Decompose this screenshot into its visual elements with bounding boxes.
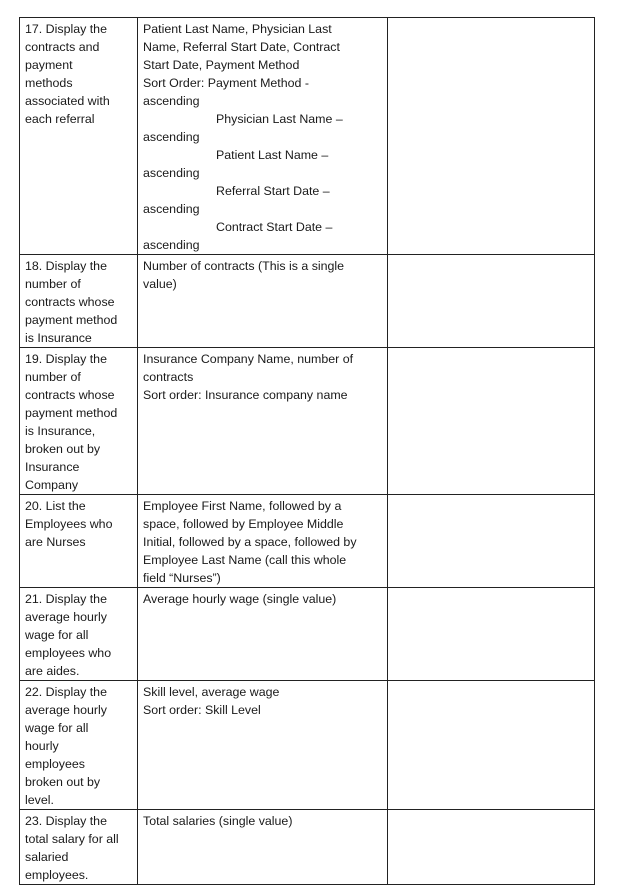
table-row (20, 810, 595, 885)
fields-text-line: Insurance Company Name, number of (143, 352, 354, 366)
answer-cell (388, 255, 595, 348)
table-row (20, 348, 595, 495)
task-text-line: 17. Display the (25, 22, 107, 36)
table-row (20, 495, 595, 588)
fields-text-line: Physician Last Name – (216, 112, 343, 126)
fields-cell (138, 348, 388, 495)
fields-text-line: Contract Start Date – (216, 220, 333, 234)
answer-cell (388, 681, 595, 810)
fields-text-line: Number of contracts (This is a single (143, 259, 345, 273)
task-text-line: number of (25, 370, 81, 384)
table-row (20, 588, 595, 681)
task-text-line: average hourly (25, 610, 107, 624)
task-text-line: wage for all (25, 721, 89, 735)
task-text-line: employees. (25, 868, 89, 882)
task-text-line: are Nurses (25, 535, 86, 549)
answer-cell (388, 18, 595, 255)
fields-text-line: Skill level, average wage (143, 685, 280, 699)
task-text-line: payment method (25, 406, 118, 420)
fields-cell (138, 255, 388, 348)
task-text-line: each referral (25, 112, 95, 126)
fields-text-line: Start Date, Payment Method (143, 58, 300, 72)
task-cell (20, 495, 138, 588)
task-cell (20, 588, 138, 681)
task-text-line: 19. Display the (25, 352, 107, 366)
fields-text-line: Employee Last Name (call this whole (143, 553, 347, 567)
task-text-line: wage for all (25, 628, 89, 642)
task-text-line: payment method (25, 313, 118, 327)
task-cell (20, 810, 138, 885)
task-text-line: methods (25, 76, 73, 90)
fields-cell (138, 495, 388, 588)
table-row (20, 255, 595, 348)
task-text-line: 21. Display the (25, 592, 107, 606)
task-text-line: contracts and (25, 40, 100, 54)
fields-text-line: value) (143, 277, 177, 291)
fields-cell (138, 588, 388, 681)
answer-cell (388, 348, 595, 495)
task-text-line: contracts whose (25, 388, 115, 402)
task-text-line: broken out by (25, 442, 101, 456)
task-text-line: 18. Display the (25, 259, 107, 273)
task-text-line: 23. Display the (25, 814, 107, 828)
fields-text-line: Sort Order: Payment Method - (143, 76, 309, 90)
task-text-line: 22. Display the (25, 685, 107, 699)
fields-text-line: Patient Last Name – (216, 148, 329, 162)
task-text-line: Employees who (25, 517, 113, 531)
task-text-line: contracts whose (25, 295, 115, 309)
answer-cell (388, 588, 595, 681)
task-text-line: is Insurance, (25, 424, 96, 438)
fields-text-line: field “Nurses”) (143, 571, 221, 585)
task-cell (20, 18, 138, 255)
requirements-table (19, 17, 595, 885)
fields-text-line: Name, Referral Start Date, Contract (143, 40, 340, 54)
task-text-line: employees who (25, 646, 112, 660)
task-text-line: salaried (25, 850, 69, 864)
task-text-line: hourly (25, 739, 59, 753)
task-text-line: employees (25, 757, 85, 771)
task-cell (20, 681, 138, 810)
fields-text-line: ascending (143, 238, 200, 252)
table-row (20, 18, 595, 255)
task-text-line: number of (25, 277, 81, 291)
fields-text-line: Referral Start Date – (216, 184, 330, 198)
task-text-line: Insurance (25, 460, 80, 474)
fields-text-line: Employee First Name, followed by a (143, 499, 342, 513)
task-cell (20, 255, 138, 348)
fields-text-line: ascending (143, 94, 200, 108)
task-text-line: total salary for all (25, 832, 119, 846)
fields-text-line: Sort order: Insurance company name (143, 388, 348, 402)
fields-text-line: ascending (143, 130, 200, 144)
fields-text-line: Sort order: Skill Level (143, 703, 261, 717)
fields-text-line: Initial, followed by a space, followed by (143, 535, 357, 549)
task-text-line: level. (25, 793, 54, 807)
answer-cell (388, 495, 595, 588)
answer-cell (388, 810, 595, 885)
fields-text-line: ascending (143, 202, 200, 216)
task-cell (20, 348, 138, 495)
fields-text-line: contracts (143, 370, 194, 384)
task-text-line: is Insurance (25, 331, 92, 345)
table-body (20, 18, 595, 885)
task-text-line: associated with (25, 94, 110, 108)
fields-cell (138, 18, 388, 255)
task-text-line: Company (25, 478, 79, 492)
fields-cell (138, 681, 388, 810)
fields-text-line: Total salaries (single value) (143, 814, 293, 828)
fields-text-line: Average hourly wage (single value) (143, 592, 337, 606)
fields-text-line: ascending (143, 166, 200, 180)
task-text-line: broken out by (25, 775, 101, 789)
fields-text-line: space, followed by Employee Middle (143, 517, 344, 531)
table-row (20, 681, 595, 810)
task-text-line: 20. List the (25, 499, 86, 513)
task-text-line: are aides. (25, 664, 80, 678)
fields-text-line: Patient Last Name, Physician Last (143, 22, 332, 36)
task-text-line: average hourly (25, 703, 107, 717)
task-text-line: payment (25, 58, 73, 72)
fields-cell (138, 810, 388, 885)
